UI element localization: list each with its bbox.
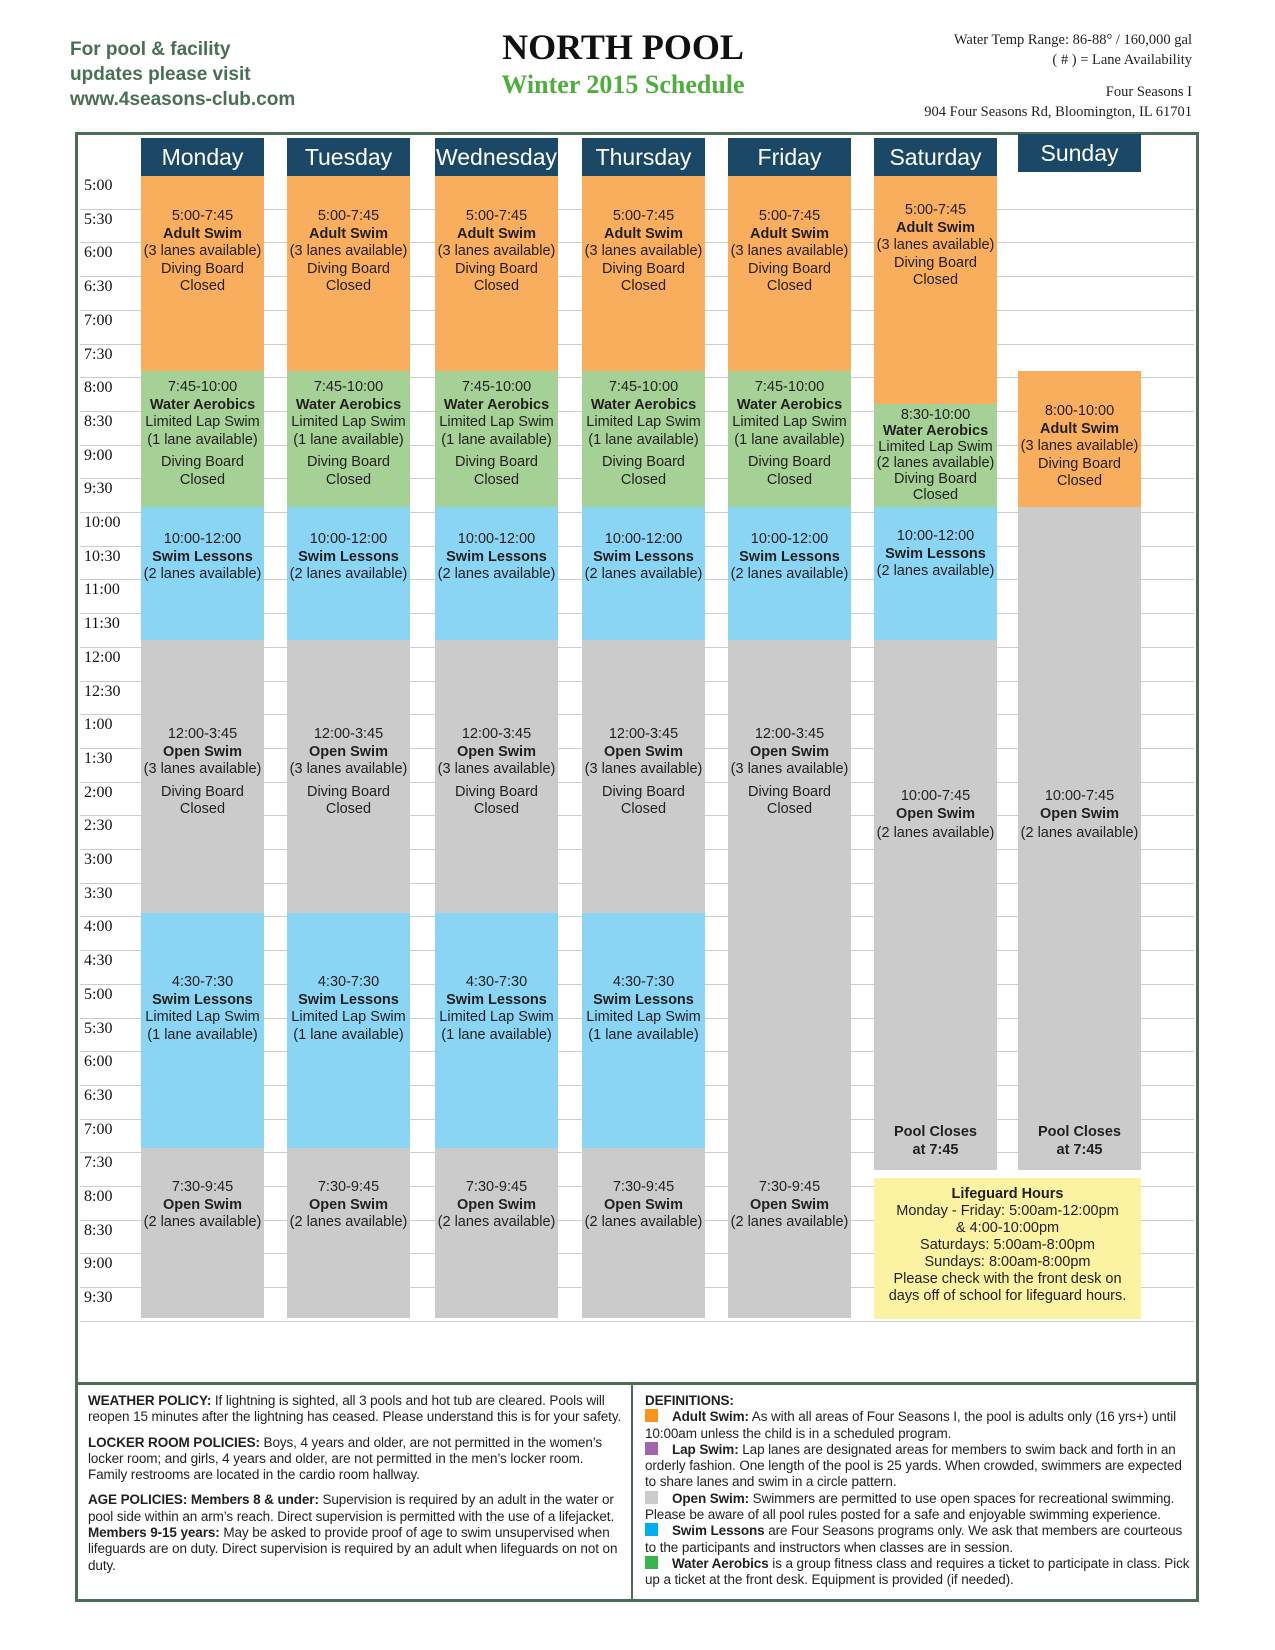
block-title: Adult Swim	[457, 225, 536, 242]
block-lanes: (1 lane available)	[588, 431, 699, 448]
block-title: Open Swim	[896, 805, 975, 822]
block-lanes: (1 lane available)	[441, 1026, 552, 1043]
block-adult-swim	[287, 176, 410, 371]
block-adult-swim	[874, 176, 997, 404]
time-label: 4:30	[84, 952, 113, 969]
block-time: 5:00-7:45	[171, 208, 234, 224]
day-header-monday: Monday	[141, 138, 264, 176]
block-note: Diving Board	[601, 454, 685, 470]
block-title: Swim Lessons	[593, 548, 694, 565]
orange-swatch-icon	[645, 1409, 658, 1422]
age-policy: AGE POLICIES: Members 8 & under: Supervision is required by an adult in the water or pool side within an arm’s reach. Direct supervision is permitted with the use of a lifejacket. Members 9-15 years: May be asked to provide proof of age to swim unsupervised when lifeguards are on duty. Direct supervision is required by an adult when lifeguards on not on duty.	[88, 1492, 618, 1573]
block-lanes: (3 lanes available)	[289, 243, 408, 259]
block-note: Closed	[179, 278, 226, 294]
block-time: 8:00-10:00	[1044, 403, 1115, 419]
block-time: 12:00-3:45	[461, 726, 532, 742]
block-open-swim	[728, 640, 851, 1148]
block-swim-lessons-pm	[287, 913, 410, 1148]
definition-open-swim: Open Swim: Swimmers are permitted to use open spaces for recreational swimming. Please be aware of all pool rules posted for a safe and enjoyable swimming experience.	[645, 1490, 1175, 1523]
block-open-swim-pm	[728, 1148, 851, 1318]
block-note: Diving Board	[1037, 455, 1121, 472]
block-sub: Limited Lap Swim	[732, 414, 847, 430]
block-lanes: (3 lanes available)	[584, 243, 703, 259]
block-time: 7:45-10:00	[313, 379, 384, 395]
time-label: 9:00	[84, 447, 113, 464]
block-lanes: (2 lanes available)	[289, 1214, 408, 1230]
block-time: 12:00-3:45	[313, 726, 384, 742]
time-label: 6:30	[84, 278, 113, 295]
block-title: Water Aerobics	[882, 423, 989, 439]
block-open-swim	[287, 640, 410, 913]
block-title: Swim Lessons	[152, 548, 253, 565]
block-note: Closed	[473, 471, 520, 488]
block-note: Closed	[179, 801, 226, 817]
time-label: 8:30	[84, 1222, 113, 1239]
block-time: 10:00-12:00	[896, 528, 975, 544]
block-note: Closed	[620, 801, 667, 817]
time-label: 12:00	[84, 649, 121, 666]
block-title: Water Aerobics	[295, 396, 402, 413]
block-time: 4:30-7:30	[612, 974, 675, 990]
time-label: 8:00	[84, 379, 113, 396]
block-swim-lessons	[874, 507, 997, 640]
policies-section	[78, 1382, 1196, 1599]
section-divider	[631, 1385, 633, 1602]
block-lanes: (3 lanes available)	[143, 761, 262, 777]
block-title: Water Aerobics	[443, 396, 550, 413]
block-note: Diving Board	[747, 260, 831, 277]
block-time: 7:30-9:45	[465, 1179, 528, 1195]
time-label: 3:30	[84, 885, 113, 902]
block-open-swim	[874, 640, 997, 1170]
block-time: 4:30-7:30	[465, 974, 528, 990]
lifeguard-line: Sundays: 8:00am-8:00pm	[924, 1254, 1091, 1270]
definition-adult-swim: Adult Swim: As with all areas of Four Seasons I, the pool is adults only (16 yrs+) until 10:00am unless the child is in a scheduled program.	[645, 1409, 1177, 1441]
block-swim-lessons	[728, 507, 851, 640]
lifeguard-line: Monday - Friday: 5:00am-12:00pm	[896, 1203, 1119, 1219]
block-title: Swim Lessons	[298, 991, 399, 1008]
block-title: Swim Lessons	[152, 991, 253, 1008]
block-lanes: (2 lanes available)	[730, 1214, 849, 1230]
block-lanes: (3 lanes available)	[730, 761, 849, 777]
block-open-swim	[1018, 507, 1141, 1170]
block-title: Swim Lessons	[298, 548, 399, 565]
block-note: Diving Board	[306, 454, 390, 470]
block-note: Closed	[766, 278, 813, 294]
block-lanes: (1 lane available)	[147, 431, 258, 448]
block-sub: Limited Lap Swim	[145, 414, 260, 430]
time-label: 9:30	[84, 480, 113, 497]
block-water-aerobics	[141, 371, 264, 507]
pool-closes-label: Pool Closes	[1038, 1124, 1121, 1140]
block-title: Water Aerobics	[149, 396, 256, 413]
lifeguard-line: days off of school for lifeguard hours.	[888, 1288, 1127, 1304]
block-note: Diving Board	[160, 260, 244, 277]
block-open-swim-pm	[435, 1148, 558, 1318]
block-note: Closed	[912, 272, 959, 288]
block-title: Adult Swim	[750, 225, 829, 242]
pool-closes-time: at 7:45	[912, 1141, 959, 1158]
block-swim-lessons	[582, 507, 705, 640]
updates-line: For pool & facility	[70, 39, 231, 60]
block-swim-lessons-pm	[582, 913, 705, 1148]
block-title: Swim Lessons	[446, 548, 547, 565]
day-header-thursday: Thursday	[582, 138, 705, 176]
green-swatch-icon	[645, 1556, 658, 1569]
block-lanes: (3 lanes available)	[143, 243, 262, 259]
block-title: Adult Swim	[604, 225, 683, 242]
block-time: 7:45-10:00	[608, 379, 679, 395]
block-lanes: (1 lane available)	[293, 431, 404, 448]
pool-closes-time: at 7:45	[1056, 1141, 1103, 1158]
day-header-saturday: Saturday	[874, 138, 997, 176]
block-sub: Limited Lap Swim	[439, 414, 554, 430]
block-open-swim-pm	[287, 1148, 410, 1318]
block-title: Open Swim	[750, 1196, 829, 1213]
block-open-swim-pm	[141, 1148, 264, 1318]
time-label: 10:30	[84, 548, 121, 565]
block-time: 7:30-9:45	[612, 1179, 675, 1195]
time-label: 5:30	[84, 1020, 113, 1037]
definition-swim-lessons: Swim Lessons are Four Seasons programs only. We ask that members are courteous to the participants and instructors when classes are in session.	[645, 1523, 1183, 1555]
time-label: 7:00	[84, 1121, 113, 1138]
lifeguard-line: Saturdays: 5:00am-8:00pm	[920, 1237, 1095, 1253]
time-label: 8:00	[84, 1188, 113, 1205]
block-lanes: (2 lanes available)	[143, 566, 262, 582]
block-note: Diving Board	[454, 260, 538, 277]
block-sub: Limited Lap Swim	[586, 414, 701, 430]
block-time: 7:30-9:45	[758, 1179, 821, 1195]
block-lanes: (3 lanes available)	[584, 761, 703, 777]
pool-closes-label: Pool Closes	[894, 1124, 977, 1140]
block-lanes: (2 lanes available)	[437, 566, 556, 582]
day-header-tuesday: Tuesday	[287, 138, 410, 176]
block-water-aerobics	[874, 404, 997, 507]
block-note: Closed	[620, 278, 667, 294]
block-lanes: (1 lane available)	[734, 431, 845, 448]
block-time: 7:30-9:45	[317, 1179, 380, 1195]
block-time: 10:00-7:45	[1044, 788, 1115, 804]
block-title: Adult Swim	[309, 225, 388, 242]
time-label: 2:00	[84, 784, 113, 801]
time-label: 1:30	[84, 750, 113, 767]
lifeguard-hours-box	[874, 1178, 1141, 1319]
block-title: Open Swim	[1040, 805, 1119, 822]
locker-room-policy: LOCKER ROOM POLICIES: Boys, 4 years and older, are not permitted in the women’s locker room; and girls, 4 years and older, are not permitted in the men’s locker room. Family restrooms are located in the cardio room hallway.	[88, 1434, 603, 1483]
block-note: Closed	[325, 801, 372, 817]
block-time: 5:00-7:45	[465, 208, 528, 224]
block-note: Closed	[325, 278, 372, 294]
block-title: Open Swim	[163, 743, 242, 760]
block-time: 12:00-3:45	[608, 726, 679, 742]
lifeguard-line: Please check with the front desk on	[893, 1271, 1122, 1287]
lifeguard-title: Lifeguard Hours	[951, 1186, 1064, 1202]
block-lanes: (1 lane available)	[147, 1026, 258, 1043]
block-time: 12:00-3:45	[754, 726, 825, 742]
block-lanes: (1 lane available)	[293, 1026, 404, 1043]
grid-line	[80, 1321, 1194, 1322]
block-sub: Limited Lap Swim	[291, 414, 406, 430]
definitions-title: DEFINITIONS:	[645, 1393, 734, 1408]
page-subtitle: Winter 2015 Schedule	[501, 70, 745, 99]
definitions-column	[645, 1393, 1190, 1589]
block-sub: Limited Lap Swim	[586, 1009, 701, 1025]
block-swim-lessons	[435, 507, 558, 640]
block-title: Open Swim	[604, 743, 683, 760]
block-sub: Limited Lap Swim	[439, 1009, 554, 1025]
block-open-swim	[435, 640, 558, 913]
block-time: 10:00-12:00	[163, 531, 242, 547]
time-label: 6:30	[84, 1087, 113, 1104]
policies-column	[88, 1393, 623, 1574]
block-water-aerobics	[435, 371, 558, 507]
block-time: 12:00-3:45	[167, 726, 238, 742]
block-lanes: (3 lanes available)	[437, 761, 556, 777]
block-sub: Limited Lap Swim	[291, 1009, 406, 1025]
time-label: 11:30	[84, 615, 120, 632]
block-title: Swim Lessons	[885, 545, 986, 562]
block-lanes: (2 lanes available)	[876, 825, 995, 841]
block-time: 7:45-10:00	[754, 379, 825, 395]
time-label: 10:00	[84, 514, 121, 531]
block-lanes: (3 lanes available)	[1020, 438, 1139, 454]
block-lanes: (2 lanes available)	[876, 563, 995, 579]
block-title: Adult Swim	[1040, 420, 1119, 437]
updates-url: www.4seasons-club.com	[70, 89, 296, 110]
block-lanes: (2 lanes available)	[584, 566, 703, 582]
day-header-sunday: Sunday	[1018, 134, 1141, 172]
lane-note: ( # ) = Lane Availability	[1052, 52, 1192, 68]
definition-lap-swim: Lap Swim: Lap lanes are designated areas for members to swim back and forth in an orderly fashion. One length of the pool is 25 yards. When crowded, swimmers are expected to share lanes and swim in a circle pattern.	[645, 1441, 1182, 1490]
block-title: Open Swim	[309, 1196, 388, 1213]
block-lanes: (3 lanes available)	[289, 761, 408, 777]
block-time: 10:00-12:00	[309, 531, 388, 547]
block-note: Diving Board	[747, 454, 831, 470]
block-time: 10:00-12:00	[457, 531, 536, 547]
block-time: 5:00-7:45	[904, 202, 967, 218]
block-time: 7:45-10:00	[167, 379, 238, 395]
time-label: 5:00	[84, 986, 113, 1003]
block-lanes: (2 lanes available)	[730, 566, 849, 582]
block-lanes: (2 lanes available)	[1020, 825, 1139, 841]
block-title: Adult Swim	[163, 225, 242, 242]
block-swim-lessons	[141, 507, 264, 640]
updates-line: updates please visit	[70, 64, 251, 85]
pool-info	[812, 30, 1192, 122]
water-temp: Water Temp Range: 86-88° / 160,000 gal	[953, 32, 1192, 48]
block-lanes: (2 lanes available)	[876, 455, 995, 471]
block-water-aerobics	[287, 371, 410, 507]
block-title: Water Aerobics	[736, 396, 843, 413]
block-lanes: (3 lanes available)	[437, 243, 556, 259]
block-swim-lessons-pm	[141, 913, 264, 1148]
block-note: Closed	[620, 471, 667, 488]
block-title: Adult Swim	[896, 219, 975, 236]
block-title: Open Swim	[457, 743, 536, 760]
block-open-swim	[582, 640, 705, 913]
time-label: 4:00	[84, 918, 113, 935]
block-time: 10:00-12:00	[604, 531, 683, 547]
block-time: 4:30-7:30	[171, 974, 234, 990]
time-label: 9:30	[84, 1289, 113, 1306]
block-note: Closed	[473, 801, 520, 817]
block-water-aerobics	[728, 371, 851, 507]
block-note: Diving Board	[454, 783, 538, 800]
block-adult-swim	[728, 176, 851, 371]
block-lanes: (2 lanes available)	[437, 1214, 556, 1230]
weather-policy: WEATHER POLICY: If lightning is sighted, all 3 pools and hot tub are cleared. Pools will reopen 15 minutes after the lightning has ceased. Please understand this is for your safety.	[88, 1393, 622, 1425]
block-open-swim	[141, 640, 264, 913]
time-label: 5:00	[84, 177, 113, 194]
time-label: 2:30	[84, 817, 113, 834]
block-time: 7:30-9:45	[171, 1179, 234, 1195]
block-title: Swim Lessons	[739, 548, 840, 565]
block-note: Closed	[766, 471, 813, 488]
block-lanes: (1 lane available)	[441, 431, 552, 448]
block-water-aerobics	[582, 371, 705, 507]
gray-swatch-icon	[645, 1491, 658, 1504]
block-adult-swim	[582, 176, 705, 371]
block-open-swim-pm	[582, 1148, 705, 1318]
day-header-friday: Friday	[728, 138, 851, 176]
definition-water-aerobics: Water Aerobics is a group fitness class and requires a ticket to participate in class. Pick up a ticket at the front desk. Equipment is provided (if needed).	[645, 1555, 1190, 1588]
lifeguard-line: & 4:00-10:00pm	[955, 1220, 1060, 1236]
block-note: Closed	[766, 801, 813, 817]
block-time: 5:00-7:45	[758, 208, 821, 224]
block-title: Open Swim	[163, 1196, 242, 1213]
block-adult-swim	[1018, 371, 1141, 507]
time-label: 6:00	[84, 244, 113, 261]
block-time: 4:30-7:30	[317, 974, 380, 990]
purple-swatch-icon	[645, 1442, 658, 1455]
block-note: Closed	[912, 487, 959, 503]
block-sub: Limited Lap Swim	[878, 439, 993, 455]
time-label: 7:30	[84, 1154, 113, 1171]
block-time: 10:00-7:45	[900, 788, 971, 804]
day-header-wednesday: Wednesday	[435, 138, 558, 176]
time-label: 8:30	[84, 413, 113, 430]
block-note: Diving Board	[893, 254, 977, 271]
blue-swatch-icon	[645, 1523, 658, 1536]
block-lanes: (3 lanes available)	[876, 237, 995, 253]
block-note: Closed	[179, 471, 226, 488]
block-note: Diving Board	[601, 260, 685, 277]
block-title: Open Swim	[604, 1196, 683, 1213]
block-title: Open Swim	[457, 1196, 536, 1213]
block-lanes: (2 lanes available)	[143, 1214, 262, 1230]
block-time: 10:00-12:00	[750, 531, 829, 547]
club-address: 904 Four Seasons Rd, Bloomington, IL 61701	[924, 104, 1192, 120]
block-lanes: (3 lanes available)	[730, 243, 849, 259]
block-note: Diving Board	[893, 471, 977, 487]
time-label: 6:00	[84, 1053, 113, 1070]
time-label: 12:30	[84, 683, 121, 700]
block-note: Diving Board	[306, 260, 390, 277]
block-note: Diving Board	[454, 454, 538, 470]
block-title: Open Swim	[750, 743, 829, 760]
block-title: Water Aerobics	[590, 396, 697, 413]
block-lanes: (2 lanes available)	[584, 1214, 703, 1230]
block-note: Diving Board	[601, 783, 685, 800]
block-note: Diving Board	[160, 454, 244, 470]
block-note: Diving Board	[747, 783, 831, 800]
time-label: 9:00	[84, 1255, 113, 1272]
block-adult-swim	[141, 176, 264, 371]
block-sub: Limited Lap Swim	[145, 1009, 260, 1025]
block-adult-swim	[435, 176, 558, 371]
block-swim-lessons	[287, 507, 410, 640]
time-label: 3:00	[84, 851, 113, 868]
block-lanes: (2 lanes available)	[289, 566, 408, 582]
block-swim-lessons-pm	[435, 913, 558, 1148]
time-label: 7:00	[84, 312, 113, 329]
updates-notice	[70, 37, 370, 112]
club-name: Four Seasons I	[1105, 84, 1192, 100]
block-title: Swim Lessons	[446, 991, 547, 1008]
page-title: NORTH POOL	[502, 27, 744, 67]
block-title: Swim Lessons	[593, 991, 694, 1008]
time-label: 11:00	[84, 581, 120, 598]
title-block	[458, 24, 788, 100]
block-time: 5:00-7:45	[317, 208, 380, 224]
block-note: Closed	[473, 278, 520, 294]
block-title: Open Swim	[309, 743, 388, 760]
time-label: 5:30	[84, 211, 113, 228]
block-time: 8:30-10:00	[900, 407, 971, 423]
block-note: Closed	[1056, 473, 1103, 489]
block-note: Diving Board	[160, 783, 244, 800]
time-label: 1:00	[84, 716, 113, 733]
block-time: 5:00-7:45	[612, 208, 675, 224]
block-time: 7:45-10:00	[461, 379, 532, 395]
block-lanes: (1 lane available)	[588, 1026, 699, 1043]
block-note: Diving Board	[306, 783, 390, 800]
block-note: Closed	[325, 471, 372, 488]
time-label: 7:30	[84, 346, 113, 363]
